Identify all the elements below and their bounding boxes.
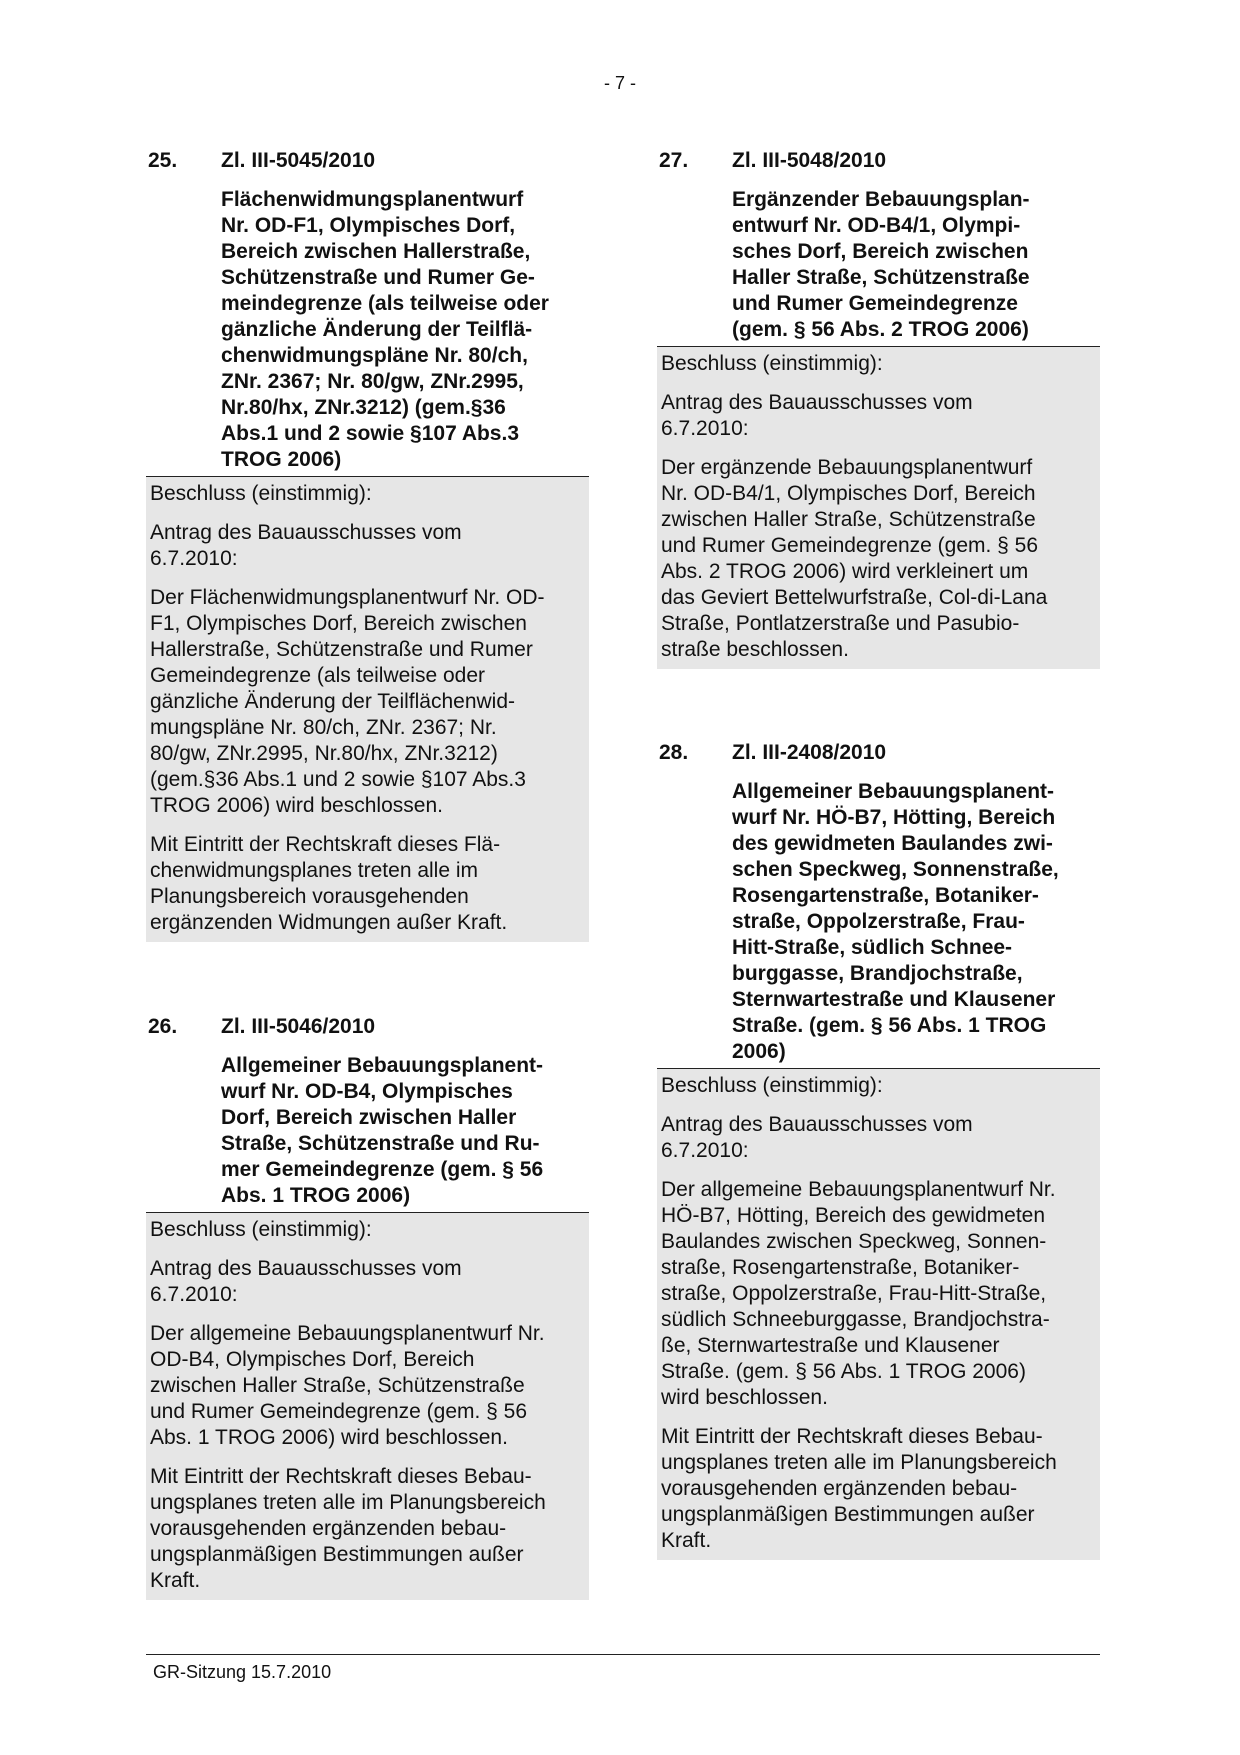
title-line: straße, Oppolzerstraße, Frau- xyxy=(732,910,1025,933)
legal-effect-text xyxy=(150,832,586,936)
title-line: entwurf Nr. OD-B4/1, Olympi- xyxy=(732,214,1021,237)
text-line: ungsplanmäßigen Bestimmungen außer xyxy=(661,1503,1035,1526)
title-line: (gem. § 56 Abs. 2 TROG 2006) xyxy=(732,318,1029,341)
motion-line xyxy=(150,1256,586,1308)
item-title xyxy=(221,1053,589,1209)
decision-text xyxy=(150,585,586,819)
title-line: schen Speckweg, Sonnenstraße, xyxy=(732,858,1059,881)
title-line: Dorf, Bereich zwischen Haller xyxy=(221,1106,517,1129)
title-line: ZNr. 2367; Nr. 80/gw, ZNr.2995, xyxy=(221,370,524,393)
item-title xyxy=(732,187,1100,343)
title-line: Flächenwidmungsplanentwurf xyxy=(221,188,524,211)
text-line: 6.7.2010: xyxy=(150,1283,238,1306)
motion-line xyxy=(661,1112,1097,1164)
title-line: Allgemeiner Bebauungsplanent- xyxy=(221,1054,544,1077)
decision-box xyxy=(657,347,1100,669)
text-line: zwischen Haller Straße, Schützenstraße xyxy=(661,508,1036,531)
text-line: Beschluss (einstimmig): xyxy=(150,482,372,505)
decision-label xyxy=(661,1073,1097,1099)
text-line: Mit Eintritt der Rechtskraft dieses Bebau- xyxy=(150,1465,532,1488)
text-line: ungsplanes treten alle im Planungsbereich xyxy=(150,1491,546,1514)
decision-box xyxy=(146,477,589,942)
footer-divider xyxy=(146,1654,1100,1655)
text-line: ergänzenden Widmungen außer Kraft. xyxy=(150,911,508,934)
text-line: Hallerstraße, Schützenstraße und Rumer xyxy=(150,638,533,661)
text-line: 80/gw, ZNr.2995, Nr.80/hx, ZNr.3212) xyxy=(150,742,498,765)
text-line: 6.7.2010: xyxy=(150,547,238,570)
text-line: F1, Olympisches Dorf, Bereich zwischen xyxy=(150,612,527,635)
decision-label xyxy=(661,351,1097,377)
text-line: Der allgemeine Bebauungsplanentwurf Nr. xyxy=(150,1322,545,1345)
text-line: Kraft. xyxy=(661,1529,712,1552)
text-line: Mit Eintritt der Rechtskraft dieses Flä- xyxy=(150,833,501,856)
text-line: Mit Eintritt der Rechtskraft dieses Bebau- xyxy=(661,1425,1043,1448)
title-line: Allgemeiner Bebauungsplanent- xyxy=(732,780,1055,803)
item-header xyxy=(657,740,1100,1069)
text-line: Kraft. xyxy=(150,1569,201,1592)
title-line: Nr. OD-F1, Olympisches Dorf, xyxy=(221,214,516,237)
text-line: Straße. (gem. § 56 Abs. 1 TROG 2006) xyxy=(661,1360,1026,1383)
item-title xyxy=(221,187,589,473)
decision-label xyxy=(150,1217,586,1243)
title-line: wurf Nr. OD-B4, Olympisches xyxy=(221,1080,513,1103)
item-title xyxy=(732,779,1100,1065)
text-line: Antrag des Bauausschusses vom xyxy=(661,1113,973,1136)
text-line: Nr. OD-B4/1, Olympisches Dorf, Bereich xyxy=(661,482,1036,505)
text-line: Gemeindegrenze (als teilweise oder xyxy=(150,664,486,687)
text-line: Beschluss (einstimmig): xyxy=(661,352,883,375)
item-reference: Zl. III-5046/2010 xyxy=(221,1015,376,1038)
item-number: 26. xyxy=(148,1015,178,1038)
text-line: Straße, Pontlatzerstraße und Pasubio- xyxy=(661,612,1020,635)
title-line: Straße. (gem. § 56 Abs. 1 TROG xyxy=(732,1014,1047,1037)
text-line: gänzliche Änderung der Teilflächenwid- xyxy=(150,690,516,713)
text-line: Beschluss (einstimmig): xyxy=(661,1074,883,1097)
title-line: TROG 2006) xyxy=(221,448,342,471)
title-line: Schützenstraße und Rumer Ge- xyxy=(221,266,535,289)
decision-box xyxy=(657,1069,1100,1560)
motion-line xyxy=(661,390,1097,442)
title-line: und Rumer Gemeindegrenze xyxy=(732,292,1018,315)
text-line: Der Flächenwidmungsplanentwurf Nr. OD- xyxy=(150,586,545,609)
text-line: Abs. 2 TROG 2006) wird verkleinert um xyxy=(661,560,1029,583)
text-line: ße, Sternwartestraße und Klausener xyxy=(661,1334,1000,1357)
text-line: ungsplanmäßigen Bestimmungen außer xyxy=(150,1543,524,1566)
text-line: Beschluss (einstimmig): xyxy=(150,1218,372,1241)
text-line: Der allgemeine Bebauungsplanentwurf Nr. xyxy=(661,1178,1056,1201)
text-line: 6.7.2010: xyxy=(661,417,749,440)
title-line: Ergänzender Bebauungsplan- xyxy=(732,188,1030,211)
agenda-item-28 xyxy=(657,740,1100,1560)
title-line: Nr.80/hx, ZNr.3212) (gem.§36 xyxy=(221,396,506,419)
title-line: Hitt-Straße, südlich Schnee- xyxy=(732,936,1013,959)
decision-text xyxy=(150,1321,586,1451)
text-line: südlich Schneeburggasse, Brandjochstra- xyxy=(661,1308,1050,1331)
text-line: zwischen Haller Straße, Schützenstraße xyxy=(150,1374,525,1397)
text-line: chenwidmungsplanes treten alle im xyxy=(150,859,479,882)
footer-text: GR-Sitzung 15.7.2010 xyxy=(153,1662,332,1682)
text-line: Antrag des Bauausschusses vom xyxy=(150,1257,462,1280)
item-number: 28. xyxy=(659,741,689,764)
text-line: Abs. 1 TROG 2006) wird beschlossen. xyxy=(150,1426,508,1449)
title-line: Straße, Schützenstraße und Ru- xyxy=(221,1132,540,1155)
text-line: HÖ-B7, Hötting, Bereich des gewidmeten xyxy=(661,1204,1046,1227)
item-number: 27. xyxy=(659,149,689,172)
text-line: das Geviert Bettelwurfstraße, Col-di-Lana xyxy=(661,586,1048,609)
text-line: Der ergänzende Bebauungsplanentwurf xyxy=(661,456,1033,479)
text-line: vorausgehenden ergänzenden bebau- xyxy=(150,1517,507,1540)
text-line: und Rumer Gemeindegrenze (gem. § 56 xyxy=(150,1400,528,1423)
agenda-item-25 xyxy=(146,148,589,942)
text-line: straße, Oppolzerstraße, Frau-Hitt-Straße, xyxy=(661,1282,1047,1305)
text-line: Planungsbereich vorausgehenden xyxy=(150,885,469,908)
decision-text xyxy=(661,455,1097,663)
legal-effect-text xyxy=(661,1424,1097,1554)
decision-label xyxy=(150,481,586,507)
title-line: Rosengartenstraße, Botaniker- xyxy=(732,884,1039,907)
decision-box xyxy=(146,1213,589,1600)
text-line: ungsplanes treten alle im Planungsbereich xyxy=(661,1451,1057,1474)
motion-line xyxy=(150,520,586,572)
text-line: wird beschlossen. xyxy=(661,1386,828,1409)
title-line: mer Gemeindegrenze (gem. § 56 xyxy=(221,1158,544,1181)
text-line: TROG 2006) wird beschlossen. xyxy=(150,794,443,817)
title-line: Abs.1 und 2 sowie §107 Abs.3 xyxy=(221,422,519,445)
decision-text xyxy=(661,1177,1097,1411)
item-reference: Zl. III-5045/2010 xyxy=(221,149,376,172)
item-reference: Zl. III-5048/2010 xyxy=(732,149,887,172)
title-line: Sternwartestraße und Klausener xyxy=(732,988,1056,1011)
title-line: Bereich zwischen Hallerstraße, xyxy=(221,240,531,263)
agenda-item-27 xyxy=(657,148,1100,669)
title-line: des gewidmeten Baulandes zwi- xyxy=(732,832,1053,855)
text-line: und Rumer Gemeindegrenze (gem. § 56 xyxy=(661,534,1039,557)
title-line: meindegrenze (als teilweise oder xyxy=(221,292,549,315)
title-line: burggasse, Brandjochstraße, xyxy=(732,962,1023,985)
title-line: sches Dorf, Bereich zwischen xyxy=(732,240,1029,263)
text-line: mungspläne Nr. 80/ch, ZNr. 2367; Nr. xyxy=(150,716,497,739)
text-line: 6.7.2010: xyxy=(661,1139,749,1162)
item-reference: Zl. III-2408/2010 xyxy=(732,741,887,764)
legal-effect-text xyxy=(150,1464,586,1594)
text-line: straße, Rosengartenstraße, Botaniker- xyxy=(661,1256,1020,1279)
text-line: Baulandes zwischen Speckweg, Sonnen- xyxy=(661,1230,1047,1253)
title-line: wurf Nr. HÖ-B7, Hötting, Bereich xyxy=(732,806,1056,829)
item-header xyxy=(657,148,1100,347)
title-line: gänzliche Änderung der Teilflä- xyxy=(221,318,533,341)
text-line: vorausgehenden ergänzenden bebau- xyxy=(661,1477,1018,1500)
text-line: straße beschlossen. xyxy=(661,638,849,661)
item-header xyxy=(146,1014,589,1213)
title-line: chenwidmungspläne Nr. 80/ch, xyxy=(221,344,528,367)
title-line: Haller Straße, Schützenstraße xyxy=(732,266,1030,289)
text-line: OD-B4, Olympisches Dorf, Bereich xyxy=(150,1348,475,1371)
title-line: 2006) xyxy=(732,1040,786,1063)
page-number: - 7 - xyxy=(603,73,636,93)
item-number: 25. xyxy=(148,149,178,172)
agenda-item-26 xyxy=(146,1014,589,1600)
text-line: Antrag des Bauausschusses vom xyxy=(661,391,973,414)
item-header xyxy=(146,148,589,477)
text-line: (gem.§36 Abs.1 und 2 sowie §107 Abs.3 xyxy=(150,768,526,791)
title-line: Abs. 1 TROG 2006) xyxy=(221,1184,411,1207)
text-line: Antrag des Bauausschusses vom xyxy=(150,521,462,544)
